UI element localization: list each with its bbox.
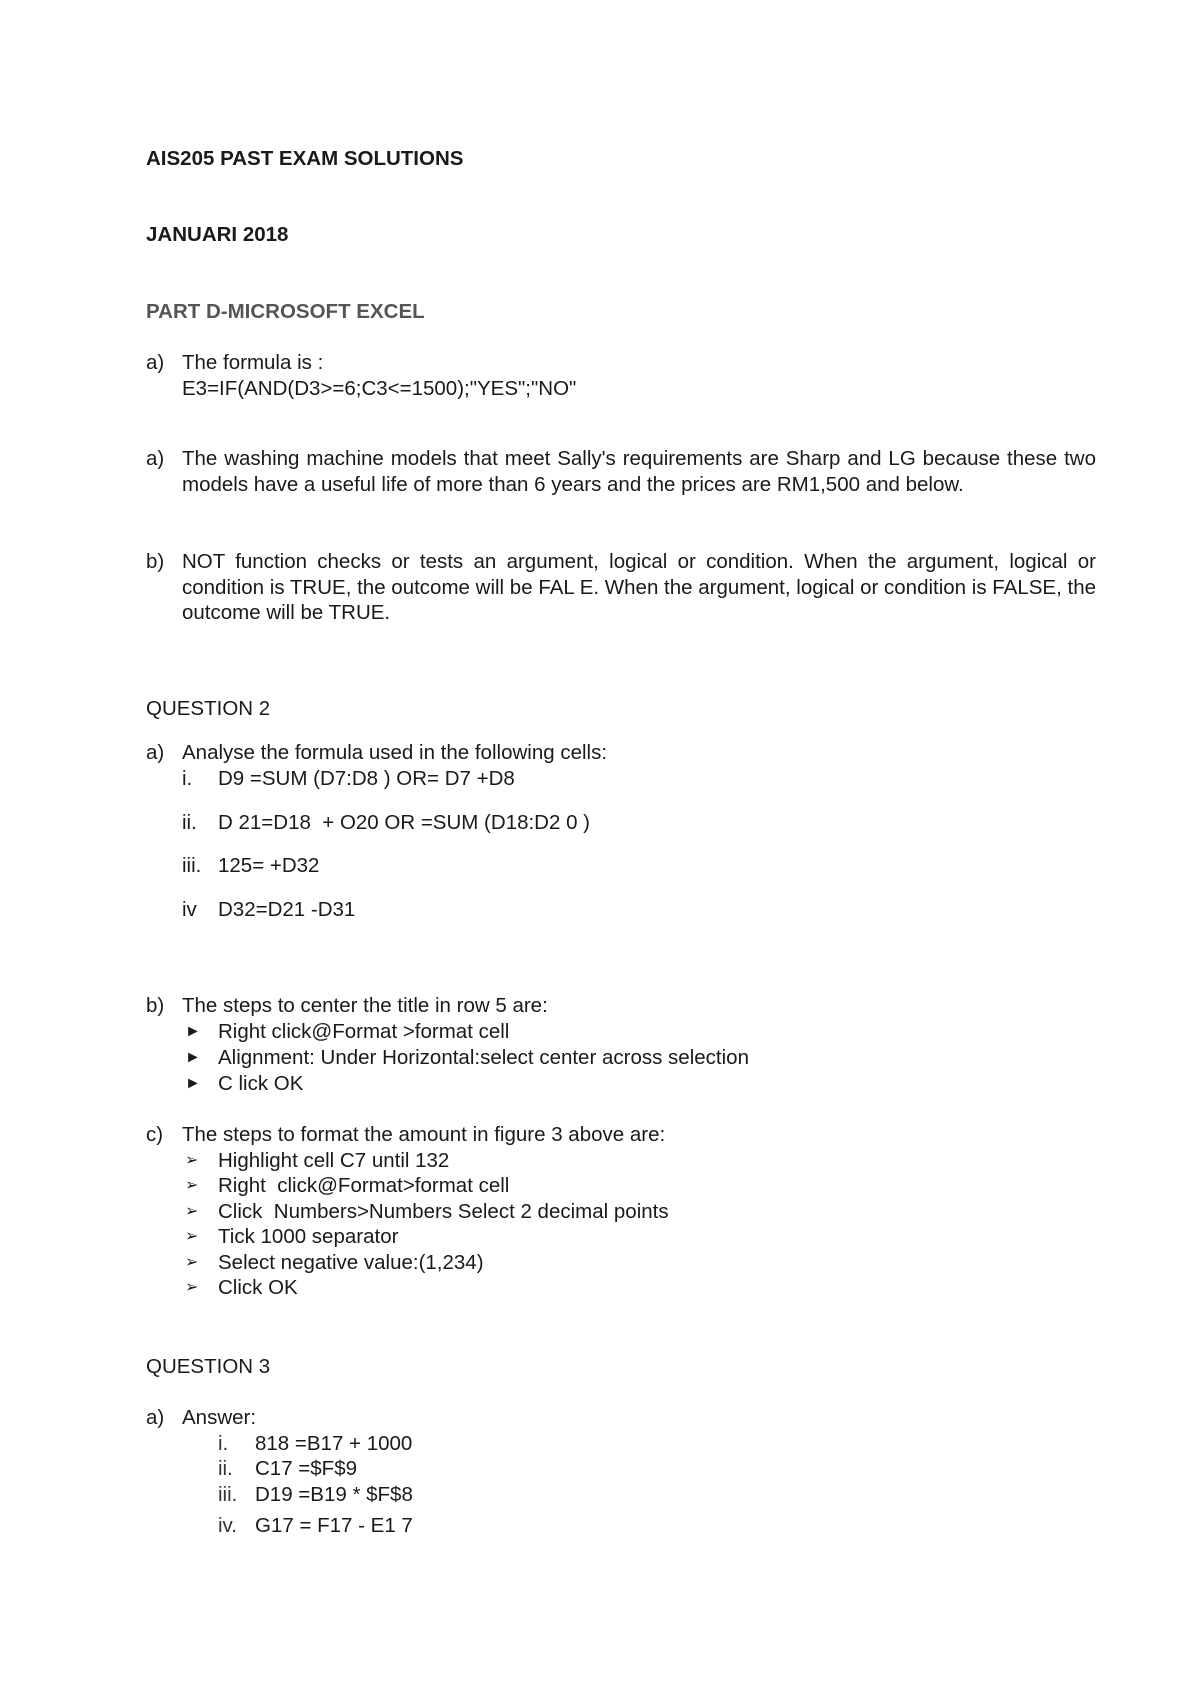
item-label: b): [146, 994, 165, 1017]
question-intro: The steps to center the title in row 5 are:: [182, 994, 548, 1017]
list-item: D19 =B19 * $F$8: [255, 1483, 413, 1506]
question-intro: Answer:: [182, 1406, 257, 1429]
item-label: a): [146, 351, 165, 374]
item-label: a): [146, 1406, 165, 1429]
formula-intro: The formula is :: [182, 351, 324, 374]
formula-text: E3=IF(AND(D3>=6;C3<=1500);"YES";"NO": [182, 377, 577, 400]
chevron-bullet-icon: ➢: [185, 1228, 199, 1245]
exam-date: JANUARI 2018: [146, 223, 289, 246]
step-item: Alignment: Under Horizontal:select center across selection: [218, 1046, 749, 1069]
chevron-bullet-icon: ➢: [185, 1203, 199, 1220]
step-item: Click OK: [218, 1276, 298, 1299]
answer-paragraph: The washing machine models that meet Sally's requirements are Sharp and LG because these two models have a useful life of more than 6 years and the prices are RM1,500 and below.: [182, 447, 1096, 496]
list-number: i.: [218, 1432, 229, 1455]
list-item: D 21=D18 + O20 OR =SUM (D18:D2 0 ): [218, 811, 591, 834]
list-number: iii.: [218, 1483, 238, 1506]
item-label: a): [146, 447, 165, 470]
chevron-bullet-icon: ➢: [185, 1177, 199, 1194]
step-item: Tick 1000 separator: [218, 1225, 399, 1248]
document-title: AIS205 PAST EXAM SOLUTIONS: [146, 147, 464, 170]
item-label: c): [146, 1123, 164, 1146]
question-intro: Analyse the formula used in the following cells:: [182, 741, 608, 764]
list-number: iv.: [218, 1514, 237, 1537]
chevron-bullet-icon: ➢: [185, 1254, 199, 1271]
chevron-bullet-icon: ➢: [185, 1279, 199, 1296]
arrow-bullet-icon: ►: [185, 1049, 201, 1066]
list-number: iv: [182, 898, 197, 921]
question-intro: The steps to format the amount in figure 3 above are:: [182, 1123, 666, 1146]
list-number: iii.: [182, 854, 202, 877]
step-item: Select negative value:(1,234): [218, 1251, 484, 1274]
list-item: D32=D21 -D31: [218, 898, 356, 921]
list-item: 125= +D32: [218, 854, 320, 877]
step-item: Click Numbers>Numbers Select 2 decimal points: [218, 1200, 669, 1223]
item-label: b): [146, 550, 165, 573]
step-item: C lick OK: [218, 1072, 304, 1095]
step-item: Highlight cell C7 until 132: [218, 1149, 450, 1172]
list-number: ii.: [182, 811, 197, 834]
answer-paragraph: NOT function checks or tests an argument, logical or condition. When the argument, logical or condition is TRUE, the outcome will be FAL E. When the argument, logical or condition is FALSE, the outcome will be TRUE.: [182, 550, 1096, 625]
list-item: 818 =B17 + 1000: [255, 1432, 413, 1455]
list-item: D9 =SUM (D7:D8 ) OR= D7 +D8: [218, 767, 515, 790]
part-heading: PART D-MICROSOFT EXCEL: [146, 300, 425, 323]
list-number: ii.: [218, 1457, 233, 1480]
item-label: a): [146, 741, 165, 764]
list-number: i.: [182, 767, 193, 790]
list-item: C17 =$F$9: [255, 1457, 357, 1480]
arrow-bullet-icon: ►: [185, 1075, 201, 1092]
step-item: Right click@Format>format cell: [218, 1174, 510, 1197]
question-heading: QUESTION 3: [146, 1355, 271, 1378]
chevron-bullet-icon: ➢: [185, 1152, 199, 1169]
arrow-bullet-icon: ►: [185, 1023, 201, 1040]
list-item: G17 = F17 - E1 7: [255, 1514, 413, 1537]
question-heading: QUESTION 2: [146, 697, 271, 720]
step-item: Right click@Format >format cell: [218, 1020, 510, 1043]
